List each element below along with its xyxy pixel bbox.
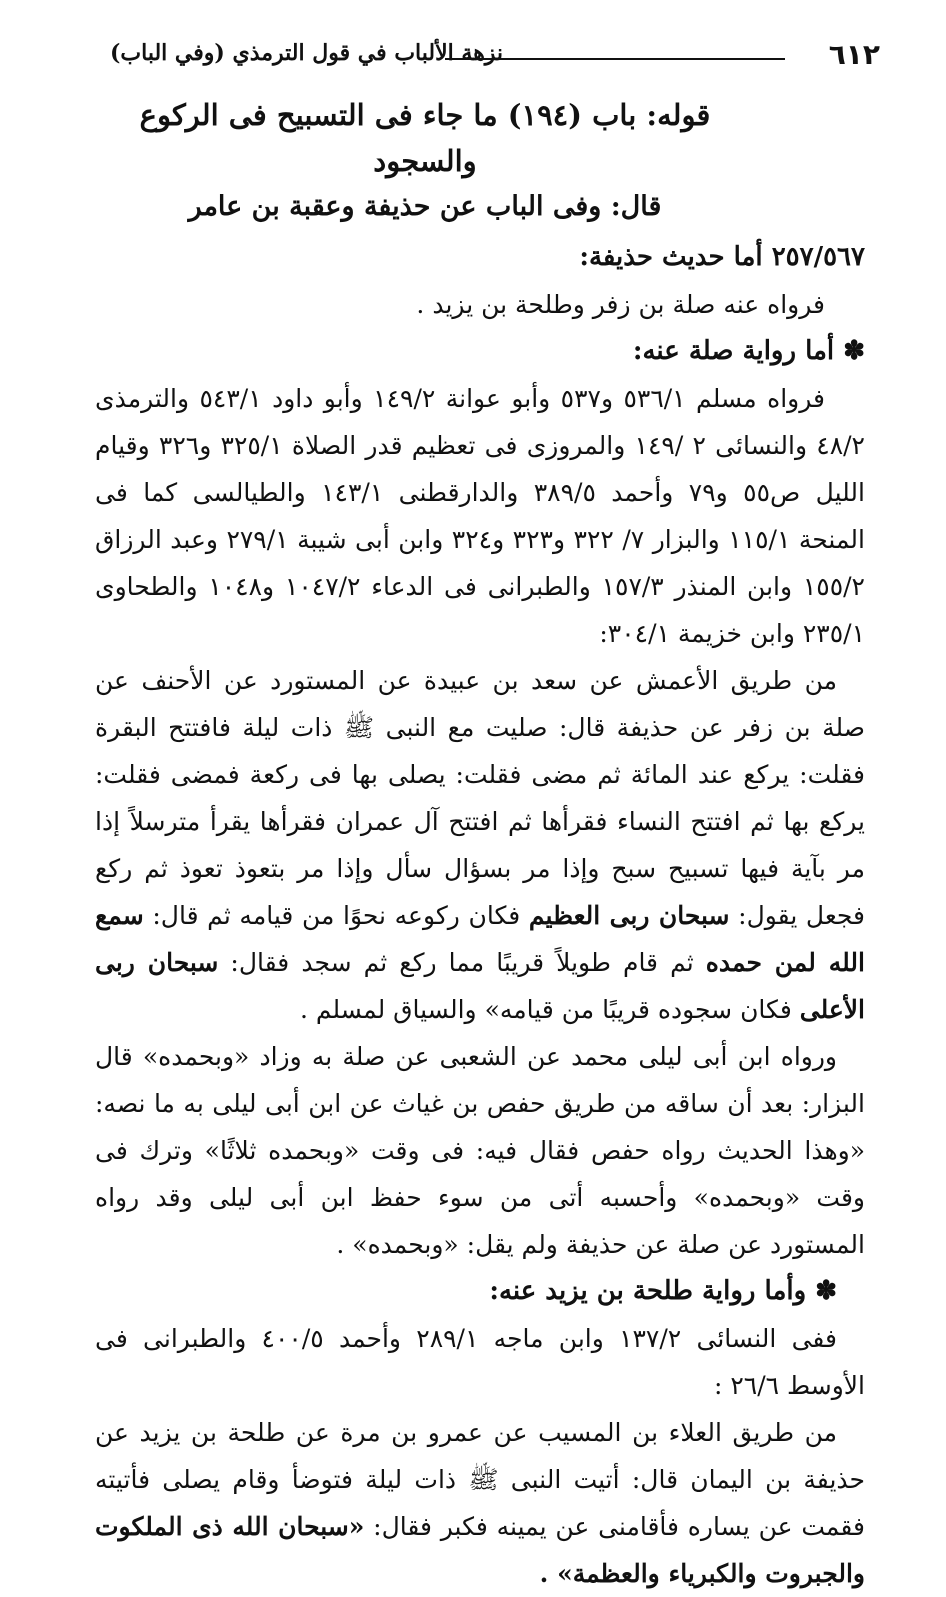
paragraph-talha-hadith bbox=[95, 1409, 865, 1597]
hadith-text-part: فكان سجوده قريبًا من قيامه» والسياق لمسلم . bbox=[300, 995, 792, 1024]
hadith-text-part: فكان ركوعه نحوًا من قيامه ثم قال: bbox=[152, 901, 521, 930]
paragraph-narrators: فرواه عنه صلة بن زفر وطلحة بن يزيد . bbox=[416, 290, 825, 319]
tasmi-phrase: سمع الله لمن حمده bbox=[95, 901, 865, 977]
page-content bbox=[95, 92, 865, 1597]
chapter-heading: قوله: باب (١٩٤) ما جاء فى التسبيح فى الركوع والسجود bbox=[139, 98, 711, 178]
entry-title: ٢٥٧/٥٦٧ أما حديث حذيفة: bbox=[579, 242, 865, 272]
running-title: نزهة الألباب في قول الترمذي (وفي الباب) bbox=[110, 40, 504, 66]
paragraph-sources-sila: فرواه مسلم ٥٣٦/١ و٥٣٧ وأبو عوانة ١٤٩/٢ وأبو داود ٥٤٣/١ والترمذى ٤٨/٢ والنسائى ٢ /١٤٩ والمروزى فى تعظيم قدر الصلاة ٣٢٥/١ و٣٢٦ وقيام الليل ص٥٥ و٧٩ وأحمد ٣٨٩/٥ والدارقطنى ١٤٣/١ والطيالسى كما فى المنحة ١١٥/١ والبزار ٧/ ٣٢٢ و٣٢٣ و٣٢٤ وابن أبى شيبة ٢٧٩/١ وعبد الرزاق ١٥٥/٢ وابن المنذر ١٥٧/٣ والطبرانى فى الدعاء ١٠٤٧/٢ و١٠٤٨ والطحاوى ٢٣٥/١ وابن خزيمة ٣٠٤/١: bbox=[95, 384, 865, 648]
paragraph-ibn-abi-layla: ورواه ابن أبى ليلى محمد عن الشعبى عن صلة به وزاد «وبحمده» قال البزار: بعد أن ساقه من طريق حفص بن غياث عن ابن أبى ليلى به ما نصه: «وهذا الحديث رواه حفص فقال فيه: فى وقت «وبحمده ثلاثًا» وترك فى وقت «وبحمده» وأحسبه أتى من سوء حفظ ابن أبى ليلى وقد رواه المستورد عن صلة عن حذيفة ولم يقل: «وبحمده» . bbox=[95, 1042, 865, 1259]
hadith-text-part: ثم قام طويلاً قريبًا مما ركع ثم سجد فقال: bbox=[230, 948, 694, 977]
page-header bbox=[110, 30, 880, 76]
paragraph-sources-talha: ففى النسائى ١٣٧/٢ وابن ماجه ٢٨٩/١ وأحمد ٤٠٠/٥ والطبرانى فى الأوسط ٢٦/٦ : bbox=[95, 1324, 865, 1400]
section-title-talha: ✽ وأما رواية طلحة بن يزيد عنه: bbox=[489, 1276, 837, 1306]
tasbih-malakut: «سبحان الله ذى الملكوت والجبروت والكبرياء والعظمة» . bbox=[95, 1512, 865, 1588]
paragraph-hadith-text bbox=[95, 657, 865, 1033]
hadith-text-part: من طريق الأعمش عن سعد بن عبيدة عن المستورد عن الأحنف عن صلة بن زفر عن حذيفة قال: صليت مع النبى ﷺ ذات ليلة فافتتح البقرة فقلت: يركع عند المائة ثم مضى فقلت: يصلى بها فى ركعة فمضى فقلت: يركع بها ثم افتتح النساء فقرأها ثم افتتح آل عمران فقرأها يقرأ مترسلاً إذا مر بآية فيها تسبيح سبح وإذا مر بسؤال سأل وإذا مر بتعوذ تعوذ ثم ركع فجعل يقول: bbox=[95, 666, 866, 930]
section-title-sila: ✽ أما رواية صلة عنه: bbox=[632, 336, 865, 366]
tasbih-sujud: سبحان ربى الأعلى bbox=[95, 948, 865, 1024]
chapter-subheading: قال: وفى الباب عن حذيفة وعقبة بن عامر bbox=[188, 191, 662, 222]
page-number: ٦١٢ bbox=[828, 38, 880, 71]
tasbih-ruku: سبحان ربى العظيم bbox=[528, 901, 730, 930]
hadith-text-part: من طريق العلاء بن المسيب عن عمرو بن مرة عن طلحة بن يزيد عن حذيفة بن اليمان قال: أتيت النبى ﷺ ذات ليلة فتوضأ وقام يصلى فأتيته فقمت عن يساره فأقامنى عن يمينه فكبر فقال: bbox=[95, 1418, 865, 1541]
